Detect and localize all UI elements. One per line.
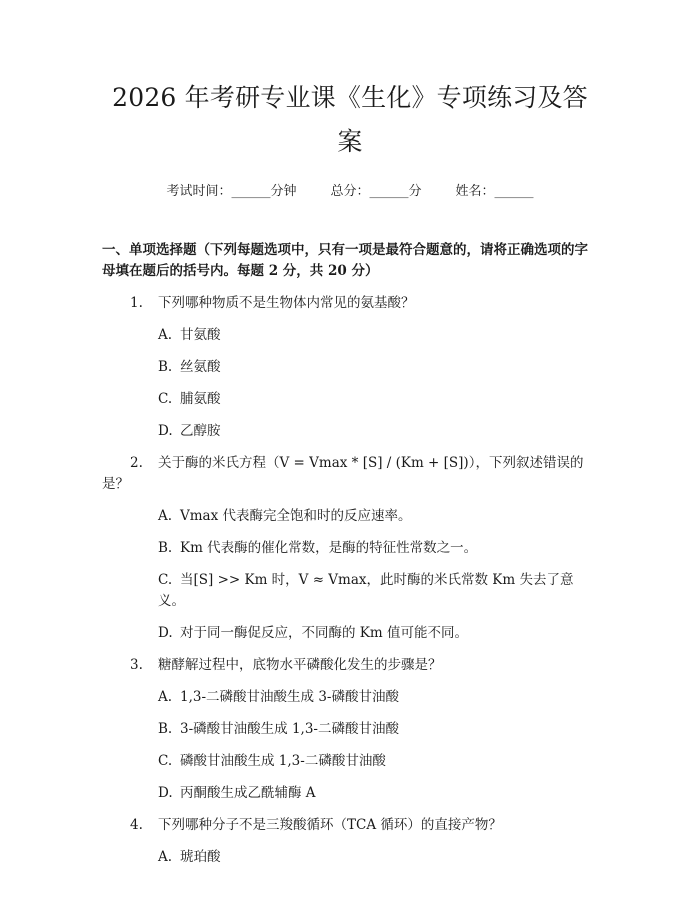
section-heading: 一、单项选择题（下列每题选项中，只有一项是最符合题意的，请将正确选项的字母填在题后的括号内。每题 2 分，共 20 分） — [102, 242, 588, 279]
option-text: 磷酸甘油酸生成 1,3-二磷酸甘油酸 — [180, 753, 386, 769]
option-text: 丙酮酸生成乙酰辅酶 A — [180, 785, 316, 801]
question-3 — [102, 655, 598, 676]
question-stem: 下列哪种物质不是生物体内常见的氨基酸？ — [158, 295, 415, 311]
option-d — [102, 421, 598, 442]
option-letter: B. — [158, 721, 173, 737]
question-3-options — [102, 687, 598, 804]
option-text: 琥珀酸 — [180, 849, 221, 865]
question-2 — [102, 453, 598, 495]
option-text: Vmax 代表酶完全饱和时的反应速率。 — [180, 508, 412, 524]
question-number: 4. — [130, 817, 143, 833]
question-1-options — [102, 325, 598, 442]
option-letter: A. — [158, 689, 173, 705]
question-number: 3. — [130, 657, 143, 673]
option-a — [102, 325, 598, 346]
option-a — [102, 687, 598, 708]
question-stem-continuation: 是？ — [102, 476, 129, 492]
option-text: 丝氨酸 — [180, 359, 221, 375]
exam-meta — [102, 182, 598, 202]
option-d — [102, 623, 598, 644]
option-a — [102, 847, 598, 868]
exam-time-field: 考试时间：______分钟 — [166, 184, 297, 199]
option-letter: B. — [158, 359, 173, 375]
option-b — [102, 538, 598, 559]
option-text: 脯氨酸 — [180, 391, 221, 407]
option-text: 当[S] >> Km 时，V ≈ Vmax，此时酶的米氏常数 Km 失去了意义。 — [158, 572, 574, 609]
question-4 — [102, 815, 598, 836]
student-name-field: 姓名：______ — [455, 184, 534, 199]
option-c — [102, 570, 598, 612]
option-text: 乙醇胺 — [180, 423, 221, 439]
option-a — [102, 506, 598, 527]
question-2-options — [102, 506, 598, 644]
option-text: 对于同一酶促反应，不同酶的 Km 值可能不同。 — [180, 625, 468, 641]
option-letter: D. — [158, 625, 173, 641]
question-stem: 关于酶的米氏方程（V = Vmax * [S] / (Km + [S])），下列叙述错误的 — [158, 455, 584, 471]
question-4-options — [102, 847, 598, 868]
document-title: 2026 年考研专业课《生化》专项练习及答案 — [112, 83, 588, 156]
option-letter: D. — [158, 423, 173, 439]
option-letter: D. — [158, 785, 173, 801]
option-text: 3-磷酸甘油酸生成 1,3-二磷酸甘油酸 — [180, 721, 399, 737]
option-letter: A. — [158, 849, 173, 865]
option-b — [102, 719, 598, 740]
option-c — [102, 389, 598, 410]
question-stem: 下列哪种分子不是三羧酸循环（TCA 循环）的直接产物？ — [158, 817, 502, 833]
option-letter: A. — [158, 508, 173, 524]
option-letter: B. — [158, 540, 173, 556]
option-text: Km 代表酶的催化常数，是酶的特征性常数之一。 — [180, 540, 478, 556]
option-text: 1,3-二磷酸甘油酸生成 3-磷酸甘油酸 — [180, 689, 399, 705]
question-1 — [102, 293, 598, 314]
question-stem: 糖酵解过程中，底物水平磷酸化发生的步骤是？ — [158, 657, 442, 673]
option-text: 甘氨酸 — [180, 327, 221, 343]
option-letter: C. — [158, 572, 173, 588]
option-c — [102, 751, 598, 772]
option-d — [102, 783, 598, 804]
question-number: 1. — [130, 295, 143, 311]
question-number: 2. — [130, 455, 143, 471]
option-letter: C. — [158, 391, 173, 407]
total-score-field: 总分：______分 — [330, 184, 422, 199]
option-letter: A. — [158, 327, 173, 343]
option-b — [102, 357, 598, 378]
option-letter: C. — [158, 753, 173, 769]
